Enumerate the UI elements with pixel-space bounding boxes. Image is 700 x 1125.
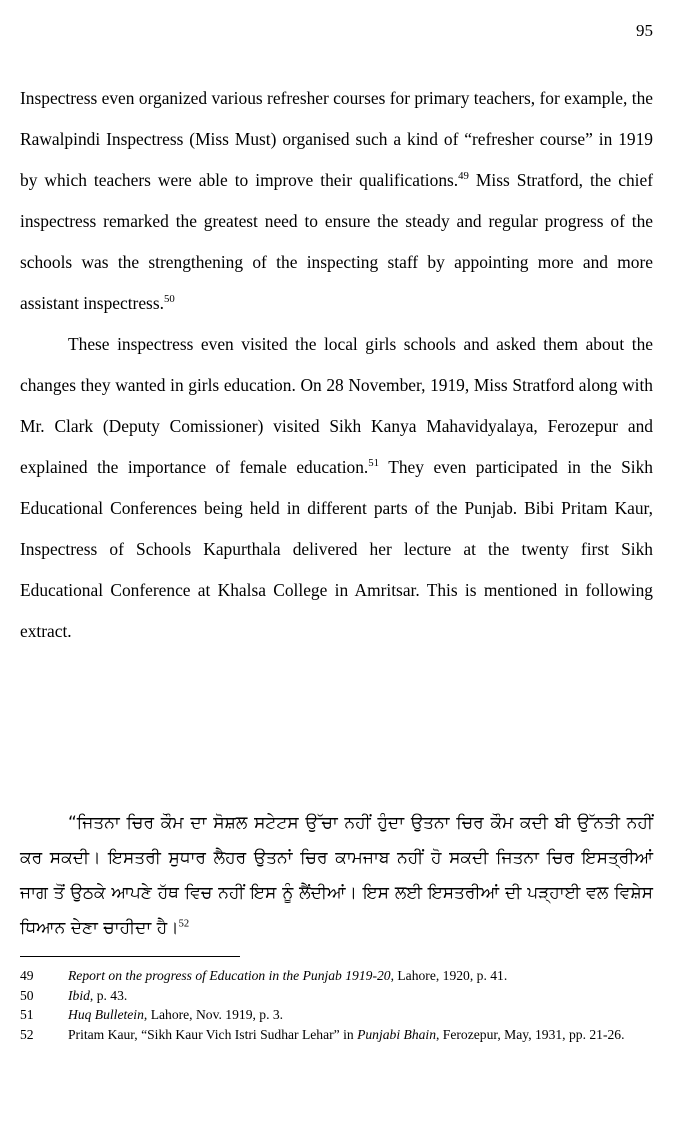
footnote-text: Ibid, p. 43.	[68, 987, 128, 1003]
footnote-number[interactable]: 49	[20, 968, 34, 983]
footnote-text: Report on the progress of Education in the Punjab 1919-20, Lahore, 1920, p. 41.	[68, 968, 508, 983]
footnote-section	[20, 956, 653, 1044]
title-italic: Huq Bulletein	[68, 1007, 144, 1022]
footnote-number[interactable]: 50	[20, 987, 34, 1003]
title-italic: Ibid	[68, 987, 90, 1003]
title-italic: Punjabi Bhain	[357, 1026, 436, 1042]
footnote-text: Huq Bulletein, Lahore, Nov. 1919, p. 3.	[68, 1007, 284, 1022]
gurmukhi-extract: “ਜਿਤਨਾ ਚਿਰ ਕੌਮ ਦਾ ਸੋਸ਼ਲ ਸਟੇਟਸ ਉੱਚਾ ਨਹੀਂ ਹੁੰਦਾ ਉਤਨਾ ਚਿਰ ਕੌਮ ਕਦੀ ਬੀ ਉੱਨਤੀ ਨਹੀਂ ਕਰ ਸਕਦੀ। ਇਸਤਰੀ ਸੁਧਾਰ ਲੈਹਰ ਉਤਨਾਂ ਚਿਰ ਕਾਮਜਾਬ ਨਹੀਂ ਹੋ ਸਕਦੀ ਜਿਤਨਾ ਚਿਰ ਇਸਤ੍ਰੀਆਂ ਜਾਗ ਤੋਂ ਉਠਕੇ ਆਪਣੇ ਹੱਥ ਵਿਚ ਨਹੀਂ ਇਸ ਨੂੰ ਲੈਂਦੀਆਂ। ਇਸ ਲਈ ਇਸਤਰੀਆਂ ਦੀ ਪੜ੍ਹਾਈ ਵਲ ਵਿਸ਼ੇਸ ਧਿਆਨ ਦੇਣਾ ਚਾਹੀਦਾ ਹੈ।$^{52}$	[20, 813, 653, 938]
footnote-list	[20, 966, 653, 1044]
footnote-reference[interactable]: 52	[178, 918, 190, 930]
footnote-item	[20, 986, 653, 1006]
gurmukhi-quote-block	[20, 806, 653, 946]
para-inspectress-courses: Inspectress even organized various refresher courses for primary teachers, for example, the Rawalpindi Inspectress (Miss Must) organised such a kind of “refresher course” in 1919 by which teachers were able to improve their qualifications.$^{49}$ Miss Stratford, the chief inspectress remarked the greatest need to ensure the steady and regular progress of the schools was the strengthening of the inspecting staff by appointing more and more assistant inspectress.$^{50}$	[20, 88, 653, 313]
title-italic: Report on the progress of Education in the Punjab 1919-20	[68, 968, 391, 983]
footnote-number[interactable]: 51	[20, 1007, 34, 1022]
para-visits-and-conferences: These inspectress even visited the local girls schools and asked them about the changes they wanted in girls education. On 28 November, 1919, Miss Stratford along with Mr. Clark (Deputy Comissioner) visited Sikh Kanya Mahavidyalaya, Ferozepur and explained the importance of female education.$^{51}$ They even participated in the Sikh Educational Conferences being held in different parts of the Punjab. Bibi Pritam Kaur, Inspectress of Schools Kapurthala delivered her lecture at the twenty first Sikh Educational Conference at Khalsa College in Amritsar. This is mentioned in following extract.	[20, 334, 653, 641]
footnote-number[interactable]: 52	[20, 1026, 34, 1042]
footnote-text: Pritam Kaur, “Sikh Kaur Vich Istri Sudhar Lehar” in Punjabi Bhain, Ferozepur, May, 1931, pp. 21-26.	[68, 1026, 625, 1042]
footnote-item	[20, 1025, 653, 1045]
footnote-item	[20, 966, 653, 986]
footnote-reference[interactable]: 49	[458, 170, 469, 183]
footnote-item	[20, 1005, 653, 1025]
footnote-reference[interactable]: 51	[368, 457, 380, 470]
footnote-reference[interactable]: 50	[163, 293, 175, 306]
paragraph-list	[20, 78, 653, 652]
page-number: 95	[636, 21, 653, 40]
body-text-block	[20, 78, 653, 652]
footnote-separator-rule	[20, 956, 240, 957]
